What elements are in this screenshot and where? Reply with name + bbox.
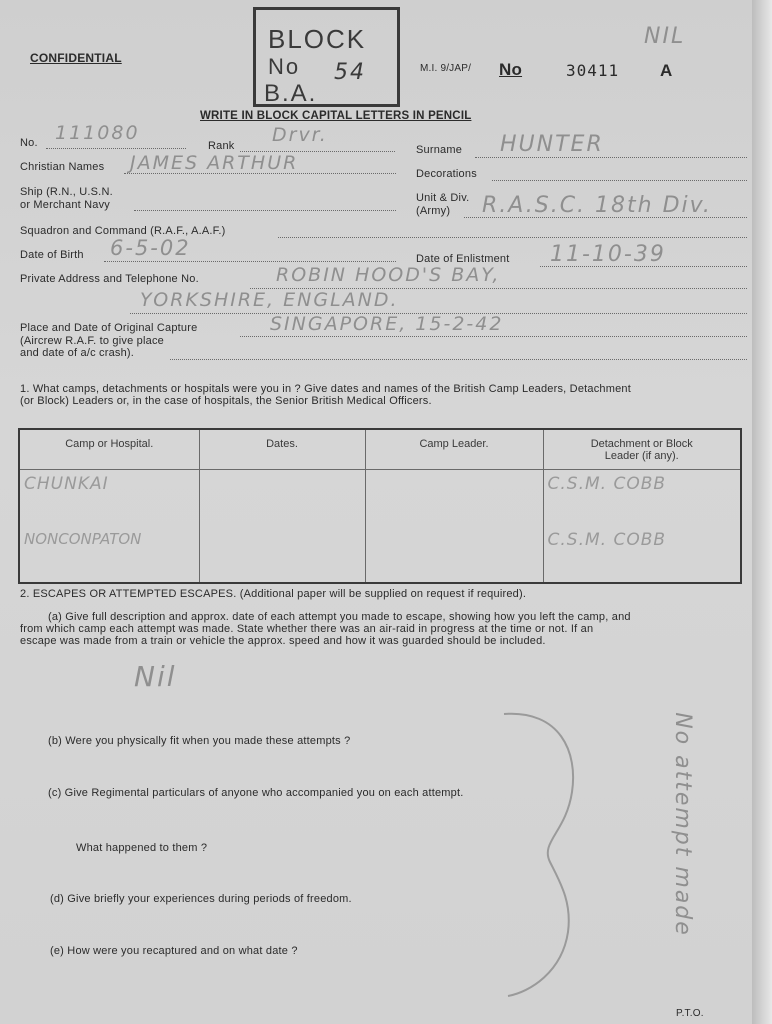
question-2e: (e) How were you recaptured and on what date ? xyxy=(50,945,298,957)
table-cell-camp-leader xyxy=(365,526,543,583)
dob-value: 6-5-02 xyxy=(110,236,191,260)
pto-label: P.T.O. xyxy=(676,1008,704,1019)
document-series: A xyxy=(660,61,673,80)
surname-label: Surname xyxy=(416,144,463,156)
table-row xyxy=(19,526,741,583)
no-label: No. xyxy=(20,137,38,149)
instruction-heading: WRITE IN BLOCK CAPITAL LETTERS IN PENCIL xyxy=(200,110,472,122)
capture-label-1: Place and Date of Original Capture xyxy=(20,322,198,334)
christian-names-value: JAMES ARTHUR xyxy=(130,152,299,174)
table-cell-dates xyxy=(199,470,365,527)
capture-label-3: and date of a/c crash). xyxy=(20,347,135,359)
stamp-line-2: No xyxy=(268,54,301,79)
page-edge xyxy=(752,0,772,1024)
table-cell-camp: CHUNKAI xyxy=(19,470,199,527)
camps-table xyxy=(18,428,742,584)
address-label: Private Address and Telephone No. xyxy=(20,273,199,285)
ship-label-1: Ship (R.N., U.S.N. xyxy=(20,186,113,198)
question-2d: (d) Give briefly your experiences during periods of freedom. xyxy=(50,893,352,905)
question-2c: (c) Give Regimental particulars of anyone who accompanied you on each attempt. xyxy=(48,787,464,799)
table-cell-detachment-leader: C.S.M. COBB xyxy=(543,526,741,583)
question-1-line-1: 1. What camps, detachments or hospitals were you in ? Give dates and names of the British Camp Leaders, Detachment xyxy=(20,383,631,395)
stamp-line-1: BLOCK xyxy=(268,24,367,54)
decorations-field-line xyxy=(492,180,747,181)
table-cell-detachment-leader: C.S.M. COBB xyxy=(543,470,741,527)
handwritten-brace xyxy=(500,712,580,998)
question-2a-line-3: escape was made from a train or vehicle the approx. speed and how it was guarded should be included. xyxy=(20,635,546,647)
question-2a-line-1: (a) Give full description and approx. date of each attempt you made to escape, showing how you left the camp, and xyxy=(48,611,631,623)
address-line-2: YORKSHIRE, ENGLAND. xyxy=(140,289,399,311)
ship-field-line xyxy=(134,210,396,211)
table-row xyxy=(19,470,741,527)
camps-table-header xyxy=(19,429,741,470)
block-stamp xyxy=(253,7,400,107)
classification-label: CONFIDENTIAL xyxy=(30,51,122,65)
unit-value: R.A.S.C. 18th Div. xyxy=(482,193,712,218)
column-header-detachment-leader: Detachment or Block Leader (if any). xyxy=(543,429,741,470)
capture-field-line-2 xyxy=(170,359,747,360)
enlistment-label: Date of Enlistment xyxy=(416,253,510,265)
question-2-title: 2. ESCAPES OR ATTEMPTED ESCAPES. (Additional paper will be supplied on request if required). xyxy=(20,588,527,600)
stamp-line-3: B.A. xyxy=(264,80,318,107)
capture-value: SINGAPORE, 15-2-42 xyxy=(270,313,504,335)
unit-label-2: (Army) xyxy=(416,205,451,217)
question-2b: (b) Were you physically fit when you made these attempts ? xyxy=(48,735,351,747)
stamp-block-number: 54 xyxy=(334,60,366,85)
question-2a-answer: Nil xyxy=(134,660,177,693)
decorations-label: Decorations xyxy=(416,168,477,180)
rank-value: Drvr. xyxy=(272,124,328,146)
address-line-1: ROBIN HOOD'S BAY, xyxy=(276,264,501,286)
side-note-no-attempt: No attempt made xyxy=(669,712,695,937)
squadron-label: Squadron and Command (R.A.F., A.A.F.) xyxy=(20,225,226,237)
ship-label-2: or Merchant Navy xyxy=(20,199,111,211)
dob-field-line xyxy=(104,261,396,262)
capture-field-line xyxy=(240,336,747,337)
question-2a-line-2: from which camp each attempt was made. State whether there was an air-raid in progress at the time or not. If an xyxy=(20,623,594,635)
enlistment-value: 11-10-39 xyxy=(550,242,666,267)
column-header-camp: Camp or Hospital. xyxy=(19,429,199,470)
surname-field-line xyxy=(475,157,747,158)
table-cell-camp-leader xyxy=(365,470,543,527)
number-label: No xyxy=(499,60,523,79)
christian-names-label: Christian Names xyxy=(20,161,105,173)
table-cell-camp: NONCONPATON xyxy=(19,526,199,583)
nil-annotation: NIL xyxy=(644,24,686,49)
unit-label-1: Unit & Div. xyxy=(416,192,470,204)
service-number-value: 111080 xyxy=(55,122,140,144)
dob-label: Date of Birth xyxy=(20,249,84,261)
no-field-line xyxy=(46,148,186,149)
squadron-field-line xyxy=(278,237,747,238)
question-1-line-2: (or Block) Leaders or, in the case of hospitals, the Senior British Medical Officers. xyxy=(20,395,432,407)
column-header-camp-leader: Camp Leader. xyxy=(365,429,543,470)
rank-label: Rank xyxy=(208,140,235,152)
column-header-dates: Dates. xyxy=(199,429,365,470)
capture-label-2: (Aircrew R.A.F. to give place xyxy=(20,335,164,347)
document-number: 30411 xyxy=(566,61,620,80)
form-reference: M.I. 9/JAP/ xyxy=(420,63,472,74)
surname-value: HUNTER xyxy=(500,132,604,157)
table-cell-dates xyxy=(199,526,365,583)
question-2c-followup: What happened to them ? xyxy=(76,842,208,854)
